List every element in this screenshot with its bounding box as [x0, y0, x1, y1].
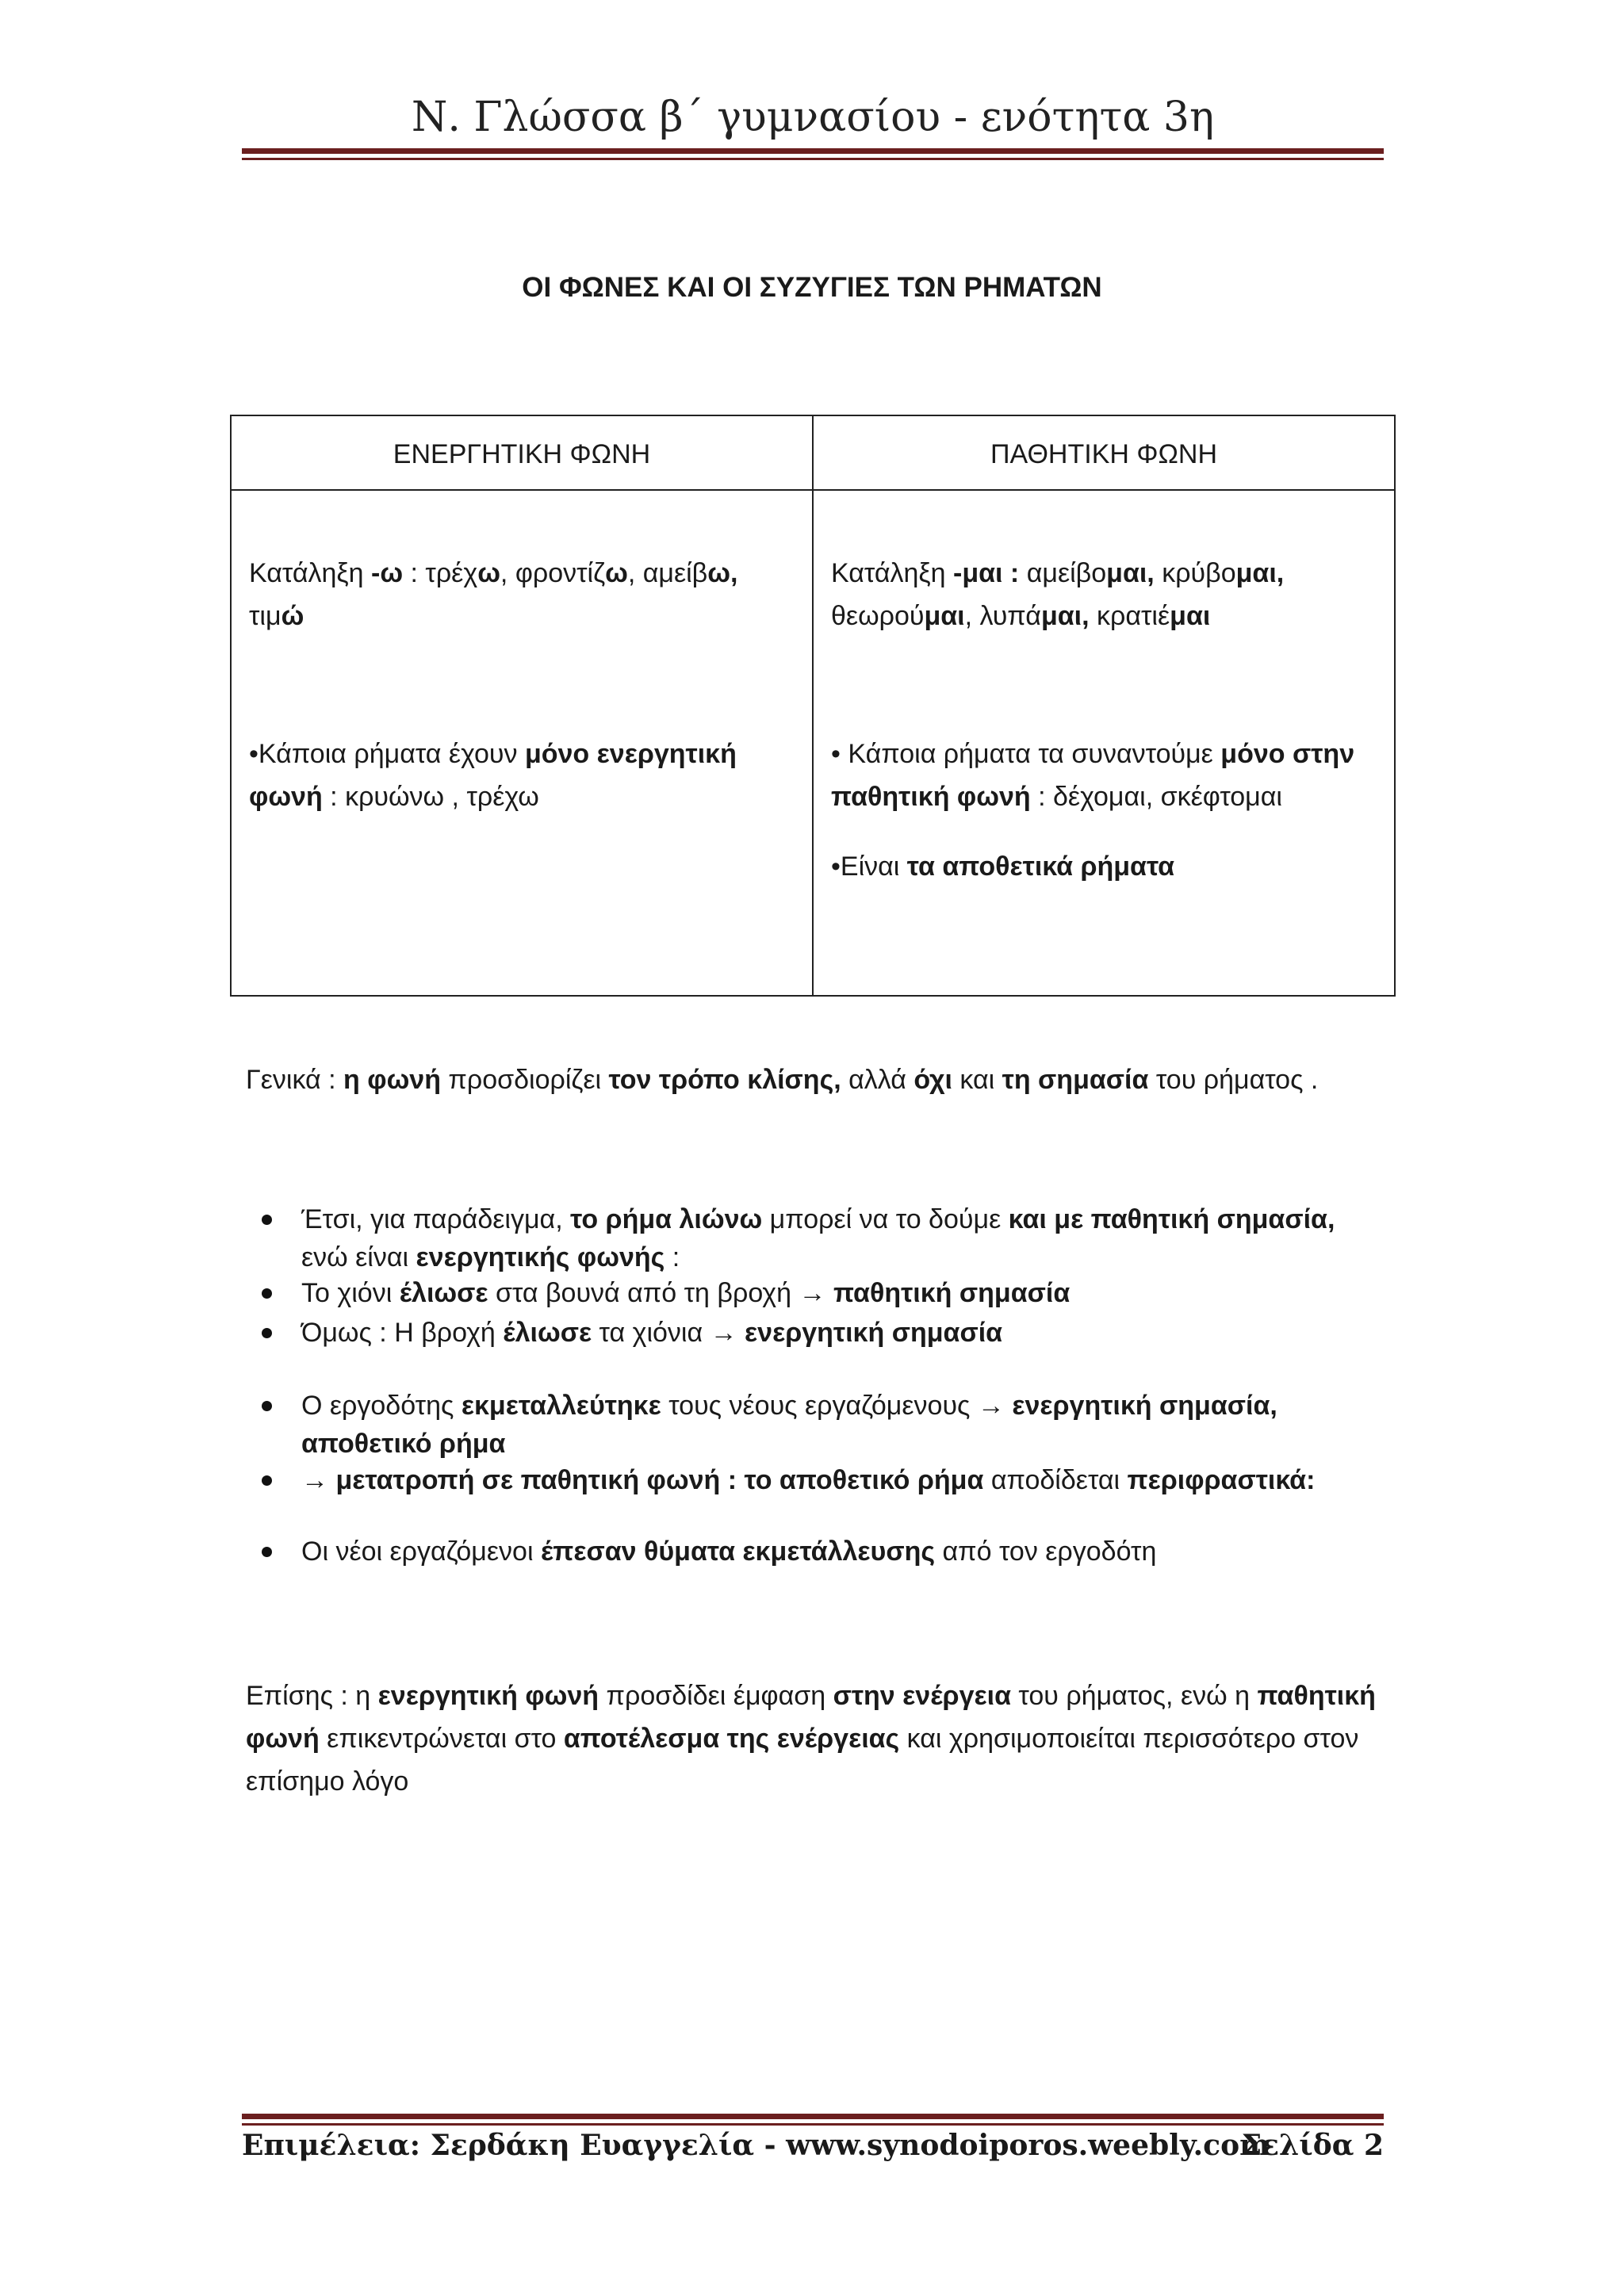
deponent-verbs-note: •Είναι τα αποθετικά ρήματα — [831, 851, 1175, 882]
bullet-icon — [262, 1475, 272, 1486]
page-header-title: Ν. Γλώσσα β΄ γυμνασίου - ενότητα 3η — [411, 94, 1215, 141]
page-footer — [242, 2129, 1384, 2162]
footer-rule-thick — [242, 2114, 1384, 2119]
list-item — [301, 1387, 1380, 1463]
list-item — [301, 1314, 1380, 1352]
page-number: Σελίδα 2 — [1241, 2129, 1384, 2162]
header-rule-thin — [242, 158, 1384, 160]
active-ending-text: Κατάληξη -ω : τρέχω, φροντίζω, αμείβω, τιμώ — [249, 558, 738, 631]
column-header-active: ΕΝΕΡΓΗΤΙΚΗ ΦΩΝΗ — [231, 415, 813, 490]
list-item-text: Ο εργοδότης εκμεταλλεύτηκε τους νέους εργαζόμενους → ενεργητική σημασία, αποθετικό ρήμα — [301, 1391, 1277, 1459]
list-item — [301, 1274, 1380, 1312]
list-item — [301, 1533, 1380, 1571]
list-item — [301, 1461, 1380, 1499]
footer-rule-thin — [242, 2123, 1384, 2126]
column-header-passive: ΠΑΘΗΤΙΚΗ ΦΩΝΗ — [813, 415, 1395, 490]
passive-voice-cell — [813, 490, 1395, 996]
bullet-icon — [262, 1288, 272, 1299]
document-title: ΟΙ ΦΩΝΕΣ ΚΑΙ ΟΙ ΣΥΖΥΓΙΕΣ ΤΩΝ ΡΗΜΑΤΩΝ — [522, 272, 1102, 303]
list-item-text: Όμως : Η βροχή έλιωσε τα χιόνια → ενεργητική σημασία — [301, 1318, 1003, 1348]
header-rule-thick — [242, 148, 1384, 154]
list-item-text: → μετατροπή σε παθητική φωνή : το αποθετικό ρήμα αποδίδεται περιφραστικά: — [301, 1465, 1316, 1495]
footer-credit: Επιμέλεια: Σερδάκη Ευαγγελία - www.synodoiporos.weebly.com — [242, 2129, 1270, 2162]
emphasis-paragraph: Επίσης : η ενεργητική φωνή προσδίδει έμφαση στην ενέργεια του ρήματος, ενώ η παθητική φωνή επικεντρώνεται στο αποτέλεσμα της ενέργειας και χρησιμοποιείται περισσότερο στον επίσημο λόγο — [246, 1681, 1376, 1797]
bullet-icon — [262, 1401, 272, 1411]
list-item-text: Οι νέοι εργαζόμενοι έπεσαν θύματα εκμετάλλευσης από τον εργοδότη — [301, 1536, 1157, 1567]
bullet-icon — [262, 1215, 272, 1225]
voices-table — [230, 415, 1396, 997]
active-only-note: •Κάποια ρήματα έχουν μόνο ενεργητική φωνή : κρυώνω , τρέχω — [249, 739, 737, 812]
passive-only-note: • Κάποια ρήματα τα συναντούμε μόνο στην παθητική φωνή : δέχομαι, σκέφτομαι — [831, 739, 1355, 812]
bullet-icon — [262, 1547, 272, 1557]
general-paragraph: Γενικά : η φωνή προσδιορίζει τον τρόπο κλίσης, αλλά όχι και τη σημασία του ρήματος . — [246, 1065, 1319, 1095]
list-item — [301, 1200, 1380, 1276]
list-item-text: Το χιόνι έλιωσε στα βουνά από τη βροχή → παθητική σημασία — [301, 1278, 1071, 1308]
active-voice-cell — [231, 490, 813, 996]
list-item-text: Έτσι, για παράδειγμα, το ρήμα λιώνω μπορεί να το δούμε και με παθητική σημασία, ενώ είναι ενεργητικής φωνής : — [301, 1204, 1335, 1272]
bullet-icon — [262, 1328, 272, 1338]
passive-ending-text: Κατάληξη -μαι : αμείβομαι, κρύβομαι, θεωρούμαι, λυπάμαι, κρατιέμαι — [831, 558, 1285, 631]
